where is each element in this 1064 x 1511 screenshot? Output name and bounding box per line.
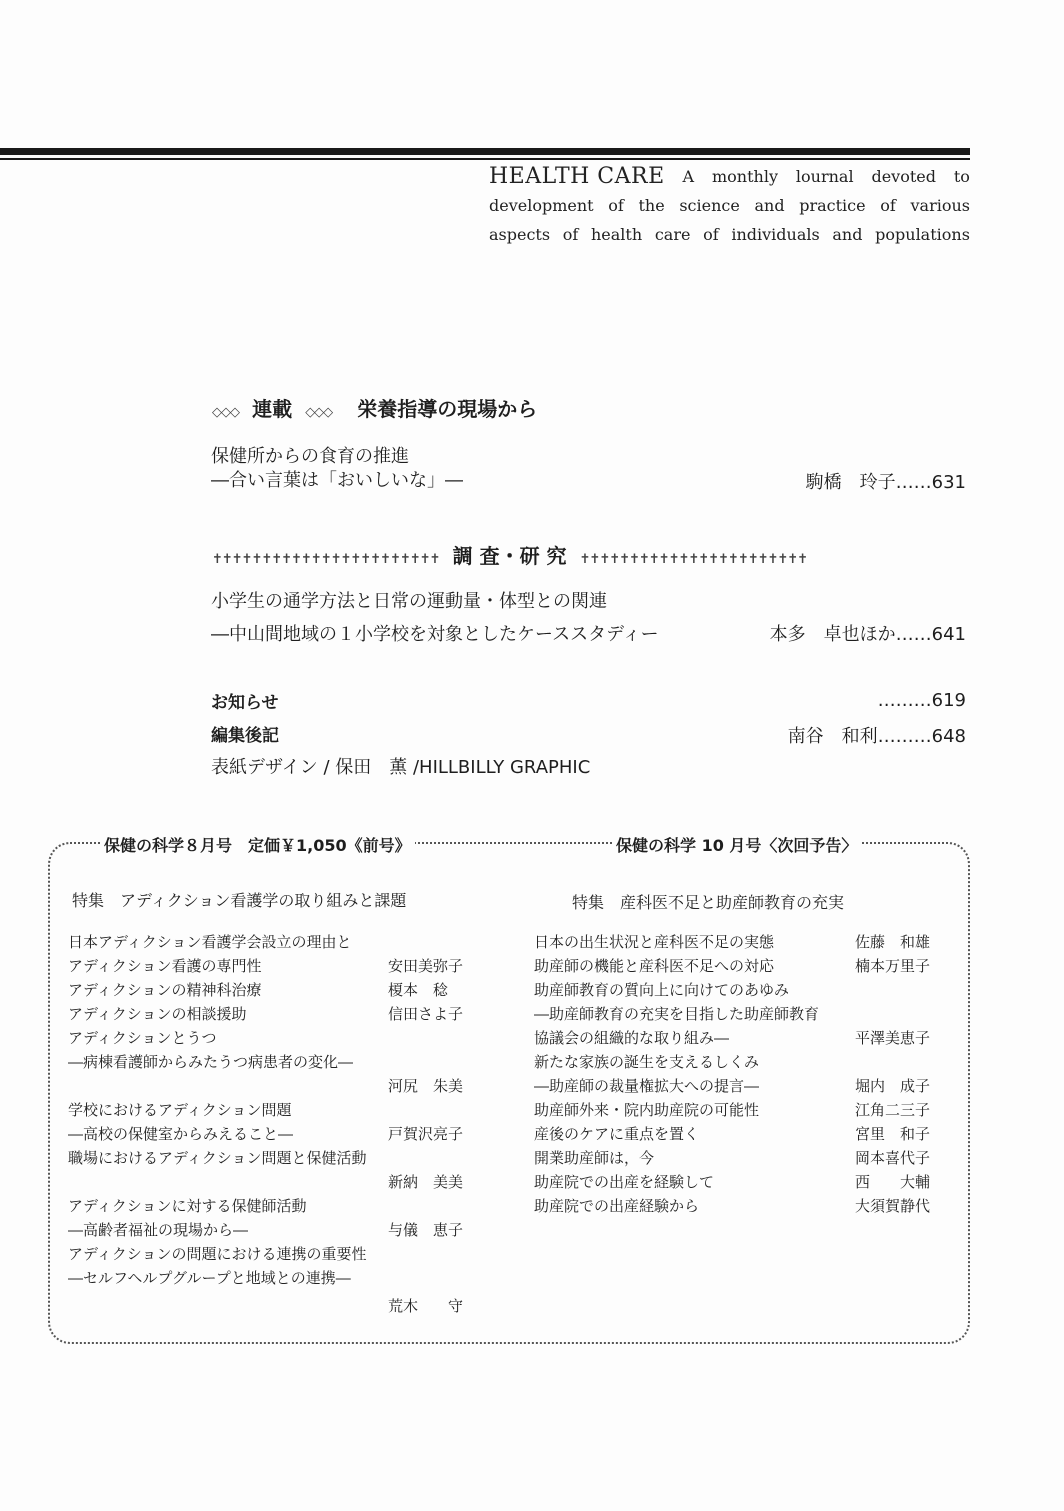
list-item-author: 戸賀沢亮子 — [388, 1125, 464, 1143]
masthead-word: to — [953, 167, 970, 186]
list-item-title: ―助産師の裁量権拡大への提言― — [534, 1077, 760, 1095]
masthead-word: practice — [799, 196, 866, 215]
list-item-author: 榎本 稔 — [388, 981, 449, 999]
list-item-title: 学校におけるアディクション問題 — [68, 1101, 292, 1119]
cover-design-credit: 表紙デザイン / 保田 薫 /HILLBILLY GRAPHIC — [211, 757, 591, 778]
serial-article-subtitle: ―合い言葉は「おいしいな」― — [211, 470, 463, 491]
list-item-author: 江角二三子 — [855, 1101, 931, 1119]
masthead-word: monthly — [712, 167, 778, 186]
editorial-ref: 南谷 和利………648 — [787, 726, 966, 747]
list-item-title: アディクションの相談援助 — [68, 1005, 247, 1023]
serial-author-ref: 駒橋 玲子……631 — [805, 472, 966, 493]
list-item-title: 職場におけるアディクション問題と保健活動 — [68, 1149, 367, 1167]
masthead-word: and — [754, 196, 785, 215]
masthead-word: and — [832, 225, 863, 244]
next-issue-header: 保健の科学 10 月号〈次回予告〉 — [612, 833, 861, 856]
serial-heading — [212, 393, 537, 422]
list-item-title: ―セルフヘルプグループと地域との連携― — [68, 1269, 351, 1287]
list-item-author: 楠本万里子 — [855, 957, 931, 975]
masthead-word: of — [703, 225, 719, 244]
masthead-line-1 — [489, 162, 970, 191]
research-heading — [212, 540, 807, 569]
list-item-author: 与儀 恵子 — [388, 1221, 464, 1239]
list-item-title: 日本アディクション看護学会設立の理由と — [68, 933, 352, 951]
list-item-title: 協議会の組織的な取り組み― — [534, 1029, 730, 1047]
list-item-author: 岡本喜代子 — [855, 1149, 931, 1167]
journal-title: HEALTH CARE — [489, 164, 665, 189]
masthead-word: populations — [875, 225, 970, 244]
list-item-author: 安田美弥子 — [388, 957, 464, 975]
list-item-title: アディクションとうつ — [68, 1029, 217, 1047]
editorial-label: 編集後記 — [211, 726, 279, 746]
notices-label: お知らせ — [211, 693, 279, 713]
list-item-author: 西 大輔 — [855, 1173, 931, 1191]
list-item-author: 新納 美美 — [388, 1173, 464, 1191]
list-item-title: アディクションの問題における連携の重要性 — [68, 1245, 367, 1263]
ornament-left: ◇◇◇ — [212, 405, 239, 420]
masthead-word: devoted — [871, 167, 936, 186]
previous-issue-feature: 特集 アディクション看護学の取り組みと課題 — [72, 891, 407, 910]
list-item-title: ―高校の保健室からみえること― — [68, 1125, 294, 1143]
masthead-word: health — [590, 225, 643, 244]
list-item-title: アディクションに対する保健師活動 — [68, 1197, 307, 1215]
top-rule-thick — [0, 148, 970, 155]
next-issue-feature: 特集 産科医不足と助産師教育の充実 — [572, 893, 845, 912]
masthead-word: A — [682, 167, 695, 186]
masthead-line-2 — [489, 191, 970, 220]
top-rule-thin — [0, 158, 970, 160]
list-item-author: 荒木 守 — [388, 1297, 464, 1315]
list-item-author: 河尻 朱美 — [388, 1077, 464, 1095]
list-item-title: アディクション看護の専門性 — [68, 957, 262, 975]
list-item-author: 大須賀静代 — [855, 1197, 931, 1215]
masthead-word: of — [608, 196, 624, 215]
masthead-line-3 — [489, 220, 970, 249]
list-item-title: 産後のケアに重点を置く — [534, 1125, 700, 1143]
list-item-title: 助産師外来・院内助産院の可能性 — [534, 1101, 760, 1119]
list-item-title: 助産師教育の質向上に向けてのあゆみ — [534, 981, 790, 999]
list-item-author: 宮里 和子 — [855, 1125, 931, 1143]
list-item-title: 新たな家族の誕生を支えるしくみ — [534, 1053, 760, 1071]
masthead-word: the — [638, 196, 665, 215]
serial-label: 連載 — [252, 397, 293, 421]
masthead-word: development — [489, 196, 594, 215]
research-label: 調 査・研 究 — [452, 544, 567, 568]
list-item-author: 信田さよ子 — [388, 1005, 464, 1023]
masthead-word: individuals — [731, 225, 820, 244]
serial-title: 栄養指導の現場から — [357, 397, 538, 421]
research-article-title: 小学生の通学方法と日常の運動量・体型との関連 — [211, 591, 607, 612]
ornament-right: ◇◇◇ — [305, 405, 333, 420]
masthead-word: aspects — [489, 225, 551, 244]
notices-ref: ………619 — [877, 690, 966, 711]
list-item-title: ―病棟看護師からみたうつ病患者の変化― — [68, 1053, 354, 1071]
list-item-title: 開業助産師は，今 — [534, 1149, 655, 1167]
ornament-right: ✝✝✝✝✝✝✝✝✝✝✝✝✝✝✝✝✝✝✝✝✝✝✝ — [579, 552, 808, 567]
masthead-word: care — [654, 225, 691, 244]
research-author-ref: 本多 卓也ほか……641 — [769, 624, 966, 645]
masthead-word: lournal — [795, 167, 854, 186]
masthead-word: various — [910, 196, 970, 215]
list-item-author: 堀内 成子 — [855, 1077, 931, 1095]
ornament-left: ✝✝✝✝✝✝✝✝✝✝✝✝✝✝✝✝✝✝✝✝✝✝✝ — [212, 552, 440, 567]
masthead-word: of — [562, 225, 579, 244]
list-item-title: アディクションの精神科治療 — [68, 981, 262, 999]
masthead-word: of — [880, 196, 896, 215]
serial-article-title: 保健所からの食育の推進 — [211, 446, 409, 467]
list-item-author: 佐藤 和雄 — [855, 933, 931, 951]
research-article-subtitle: ―中山間地域の１小学校を対象としたケーススタディー — [211, 624, 659, 645]
masthead-word: science — [679, 196, 740, 215]
list-item-title: ―高齢者福祉の現場から― — [68, 1221, 249, 1239]
list-item-title: 日本の出生状況と産科医不足の実態 — [534, 933, 775, 951]
list-item-author: 平澤美恵子 — [855, 1029, 931, 1047]
list-item-title: 助産院での出産を経験して — [534, 1173, 715, 1191]
list-item-title: 助産師の機能と産科医不足への対応 — [534, 957, 775, 975]
previous-issue-header: 保健の科学８月号 定価￥1,050《前号》 — [100, 833, 415, 856]
journal-description — [489, 162, 970, 249]
list-item-title: 助産院での出産経験から — [534, 1197, 700, 1215]
list-item-title: ―助産師教育の充実を目指した助産師教育 — [534, 1005, 820, 1023]
